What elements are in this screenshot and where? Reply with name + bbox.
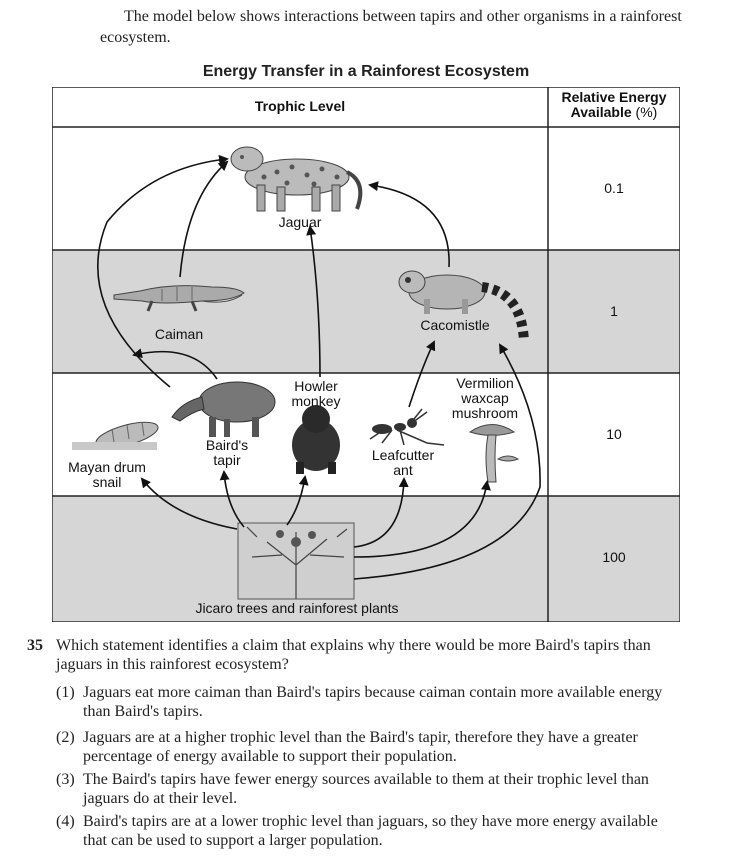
question-stem: Which statement identifies a claim that explains why there would be more Baird's tapirs than jaguars in this rainforest ecosystem? (56, 637, 651, 673)
label-ant-line1: Leafcutter (371, 447, 435, 463)
label-ant (362, 448, 444, 478)
question-35 (27, 636, 687, 674)
option-4-text: Baird's tapirs are at a lower trophic level than jaguars, so they have more energy available that can be used to support a larger population. (83, 813, 658, 849)
label-snail-line2: snail (92, 474, 122, 490)
jicaro-tree-icon (238, 523, 354, 599)
label-mushroom-line2: waxcap (461, 390, 509, 406)
label-tapir-line1: Baird's (205, 437, 249, 453)
food-web-diagram (52, 87, 680, 622)
label-jaguar: Jaguar (278, 214, 322, 230)
label-snail (62, 460, 152, 490)
label-caiman: Caiman (154, 326, 204, 342)
energy-transfer-figure (52, 87, 680, 622)
header-trophic-level: Trophic Level (254, 98, 346, 114)
label-monkey-line1: Howler (294, 378, 338, 394)
intro-text (100, 6, 700, 48)
option-2[interactable] (56, 728, 676, 766)
label-ant-line2: ant (393, 462, 413, 478)
label-mushroom-line3: mushroom (451, 405, 519, 421)
option-1-text: Jaguars eat more caiman than Baird's tapirs because caiman contain more available energy than Baird's tapirs. (83, 684, 663, 720)
energy-value-secondary-level: 1 (610, 303, 618, 319)
option-3-number: (3) (56, 771, 75, 788)
option-4-number: (4) (56, 813, 75, 830)
option-3[interactable] (56, 770, 676, 808)
question-number: 35 (27, 637, 43, 654)
option-1-number: (1) (56, 684, 75, 701)
label-cacomistle: Cacomistle (420, 317, 490, 333)
option-2-number: (2) (56, 729, 75, 746)
option-1[interactable] (56, 683, 676, 721)
label-plants: Jicaro trees and rainforest plants (195, 600, 399, 616)
option-2-text: Jaguars are at a higher trophic level than the Baird's tapir, therefore they have a greater percentage of energy available to support their population. (83, 729, 638, 765)
label-tapir (192, 438, 262, 468)
option-4[interactable] (56, 812, 676, 850)
header-energy-unit: (%) (635, 104, 658, 120)
header-relative-energy (548, 90, 680, 120)
energy-value-jaguar-level: 0.1 (604, 180, 624, 196)
header-energy-line1: Relative Energy (561, 89, 667, 105)
energy-value-producer-level: 100 (602, 549, 626, 565)
label-mushroom (444, 376, 526, 421)
label-tapir-line2: tapir (213, 452, 241, 468)
header-energy-available: Available (570, 104, 632, 120)
label-mushroom-line1: Vermilion (456, 375, 514, 391)
label-monkey (281, 379, 351, 409)
intro-sentence: The model below shows interactions between tapirs and other organisms in a rainforest ecosystem. (100, 8, 682, 46)
label-snail-line1: Mayan drum (68, 459, 146, 475)
figure-title: Energy Transfer in a Rainforest Ecosystem (202, 63, 530, 80)
option-3-text: The Baird's tapirs have fewer energy sources available to them at their trophic level than jaguars do at their level. (83, 771, 649, 807)
energy-value-primary-level: 10 (606, 426, 622, 442)
label-monkey-line2: monkey (291, 393, 341, 409)
